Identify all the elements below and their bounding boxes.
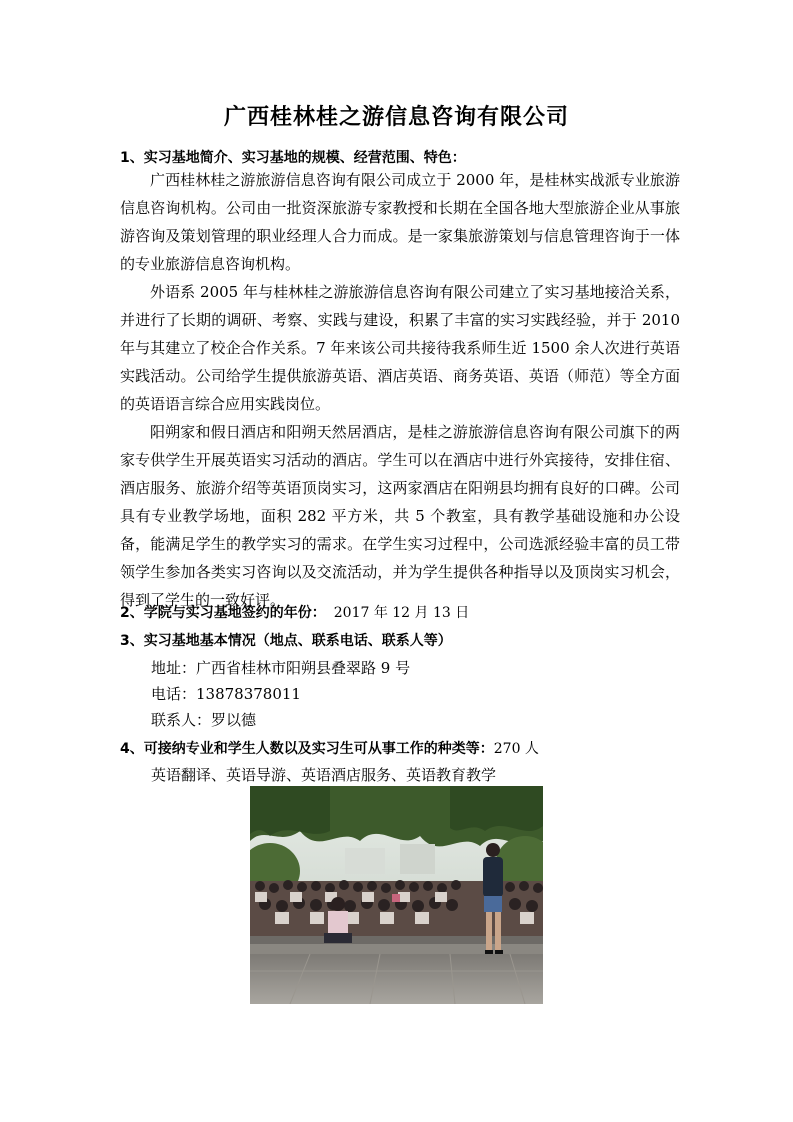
students-photo: [250, 786, 543, 1004]
section-4-line: [120, 738, 539, 758]
student-count: 270 人: [493, 741, 539, 757]
section-3-heading: 3、实习基地基本情况（地点、联系电话、联系人等）: [120, 633, 452, 649]
section-2-line: [120, 602, 469, 622]
section-2-heading: 2、学院与实习基地签约的年份：: [120, 605, 326, 621]
contact-line: 联系人：罗以德: [151, 711, 257, 729]
photo-image: [250, 786, 543, 1004]
section-4-heading: 4、可接纳专业和学生人数以及实习生可从事工作的种类等：: [120, 741, 494, 757]
job-types-line: 英语翻译、英语导游、英语酒店服务、英语教育教学: [151, 766, 497, 784]
document-title: 广西桂林桂之游信息咨询有限公司: [223, 105, 569, 130]
section-1-paragraph-1: 广西桂林桂之游旅游信息咨询有限公司成立于 2000 年，是桂林实战派专业旅游信息咨询机构。公司由一批资深旅游专家教授和长期在全国各地大型旅游企业从事旅游咨询及策划管理的职业经理人合力而成。是一家集旅游策划与信息管理咨询于一体的专业旅游信息咨询机构。: [120, 171, 680, 273]
address-line: 地址：广西省桂林市阳朔县叠翠路 9 号: [151, 659, 411, 677]
section-1-heading: 1、实习基地简介、实习基地的规模、经营范围、特色：: [120, 150, 466, 166]
section-1-paragraph-3: 阳朔家和假日酒店和阳朔天然居酒店，是桂之游旅游信息咨询有限公司旗下的两家专供学生开展英语实习活动的酒店。学生可以在酒店中进行外宾接待，安排住宿、酒店服务、旅游介绍等英语顶岗实习，这两家酒店在阳朔县均拥有良好的口碑。公司具有专业教学场地，面积 282 平方米，共 5 个教室，具有教学基础设施和办公设备，能满足学生的教学实习的需求。在学生实习过程中，公司选派经验丰富的员工带领学生参加各类实习咨询以及交流活动，并为学生提供各种指导以及顶岗实习机会，得到了学生的一致好评。: [120, 423, 680, 609]
section-1-paragraph-2: 外语系 2005 年与桂林桂之游旅游信息咨询有限公司建立了实习基地接洽关系，并进行了长期的调研、考察、实践与建设，积累了丰富的实习实践经验，并于 2010 年与其建立了校企合作关系。7 年来该公司共接待我系师生近 1500 余人次进行英语实践活动。公司给学生提供旅游英语、酒店英语、商务英语、英语（师范）等全方面的英语语言综合应用实践岗位。: [120, 283, 680, 413]
signing-date: 2017 年 12 月 13 日: [333, 605, 470, 621]
phone-line: 电话：13878378011: [151, 685, 301, 703]
